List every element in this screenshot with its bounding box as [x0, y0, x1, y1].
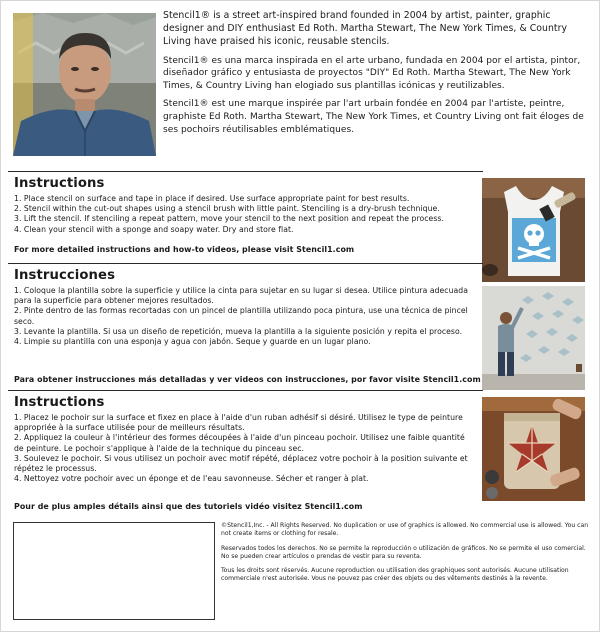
- section-title: Instrucciones: [14, 268, 116, 283]
- instructions-english: [1, 171, 600, 263]
- step-item: 1. Place stencil on surface and tape in place if desired. Use surface appropriate paint for best results.: [14, 194, 410, 203]
- intro-spanish: Stencil1® es una marca inspirada en el arte urbano, fundada en 2004 por el artista, pintor, diseñador gráfico y entusiasta de proyectos "DIY" Ed Roth. Martha Stewart, The New York Times, & Country Living han elogiado sus plantillas icónicas y reutilizables.: [163, 55, 581, 91]
- section-divider: [8, 390, 483, 391]
- instructions-french: [1, 390, 600, 515]
- blank-label-box: [13, 522, 215, 620]
- section-title: Instructions: [14, 176, 105, 191]
- instructions-spanish: [1, 263, 600, 391]
- steps-list: [14, 413, 476, 484]
- star-stencil-photo: [482, 397, 585, 501]
- legal-notice: [221, 522, 591, 590]
- wall-stencil-photo: [482, 286, 585, 390]
- step-item: 3. Levante la plantilla. Si usa un diseño de repetición, mueva la plantilla a la siguiente posición y repita el proceso.: [14, 326, 463, 336]
- more-info-text: For more detailed instructions and how-to videos, please visit Stencil1.com: [14, 245, 355, 254]
- section-divider: [8, 263, 483, 264]
- intro-french: Stencil1® est une marque inspirée par l'art urbain fondée en 2004 par l'artiste, peintre, graphiste Ed Roth. Martha Stewart, The New York Times, et Country Living ont fait éloges de ses pochoirs réutilisables emblématiques.: [163, 99, 584, 135]
- steps-list: [14, 194, 476, 235]
- section-divider: [8, 171, 483, 172]
- section-title: Instructions: [14, 395, 105, 410]
- legal-english: ©Stencil1,Inc. - All Rights Reserved. No duplication or use of graphics is allowed. No commercial use is allowed. You can not create items or clothing for resale.: [221, 522, 589, 538]
- step-item: 1. Placez le pochoir sur la surface et fixez en place à l'aide d'un ruban adhésif si désiré. Utilisez le type de peinture appropriée à la surface utilisée pour de meilleurs résultats.: [14, 413, 463, 433]
- step-item: 2. Pinte dentro de las formas recortadas con un pincel de plantilla utilizando poca pintura, use una técnica de pincel seco.: [14, 306, 468, 326]
- legal-french: Tous les droits sont réservés. Aucune reproduction ou utilisation des graphiques sont autorisés. Aucune utilisation commerciale n'est autorisée. Vous ne pouvez pas créer des objets ou des vêtements destinés à la revente.: [221, 567, 569, 583]
- step-item: 4. Limpie su plantilla con una esponja y agua con jabón. Seque y guarde en un lugar plano.: [14, 337, 371, 347]
- founder-portrait-photo: [13, 13, 156, 156]
- step-item: 1. Coloque la plantilla sobre la superficie y utilice la cinta para sujetar en su lugar si desea. Utilice pintura adecuada para la superficie para obtener mejores resultados.: [14, 286, 468, 306]
- step-item: 4. Clean your stencil with a sponge and soapy water. Dry and store flat.: [14, 224, 294, 234]
- more-info-text: Para obtener instrucciones más detalladas y ver videos con instrucciones, por favor visite Stencil1.com: [14, 375, 481, 384]
- step-item: 4. Nettoyez votre pochoir avec un éponge et de l'eau savonneuse. Sécher et ranger à plat.: [14, 474, 369, 484]
- steps-list: [14, 286, 476, 347]
- step-item: 3. Soulevez le pochoir. Si vous utilisez un pochoir avec motif répété, déplacez votre pochoir à la position suivante et répétez le processus.: [14, 453, 468, 474]
- brand-header: [1, 1, 600, 169]
- intro-english: Stencil1® is a street art-inspired brand founded in 2004 by artist, painter, graphic designer and DIY enthusiast Ed Roth. Martha Stewart, The New York Times, & Country Living have praised his iconic, reusable stencils.: [163, 10, 568, 48]
- legal-spanish: Reservados todos los derechos. No se permite la reproducción o utilización de gráficos. No se permite el uso comercial. No se pueden crear artículos o prendas de vestir para su reventa.: [221, 544, 586, 560]
- more-info-text: Pour de plus amples détails ainsi que des tutoriels vidéo visitez Stencil1.com: [14, 502, 363, 511]
- step-item: 2. Appliquez la couleur à l'intérieur des formes découpées à l'aide d'un pinceau pochoir. Utilisez une faible quantité de peinture. Le pochoir s'applique à l'aide de la technique du pinceau sec.: [14, 433, 465, 453]
- step-item: 3. Lift the stencil. If stenciling a repeat pattern, move your stencil to the next position and repeat the process.: [14, 214, 444, 224]
- brand-description: [163, 9, 591, 142]
- step-item: 2. Stencil within the cut-out shapes using a stencil brush with little paint. Stenciling is a dry-brush technique.: [14, 204, 440, 214]
